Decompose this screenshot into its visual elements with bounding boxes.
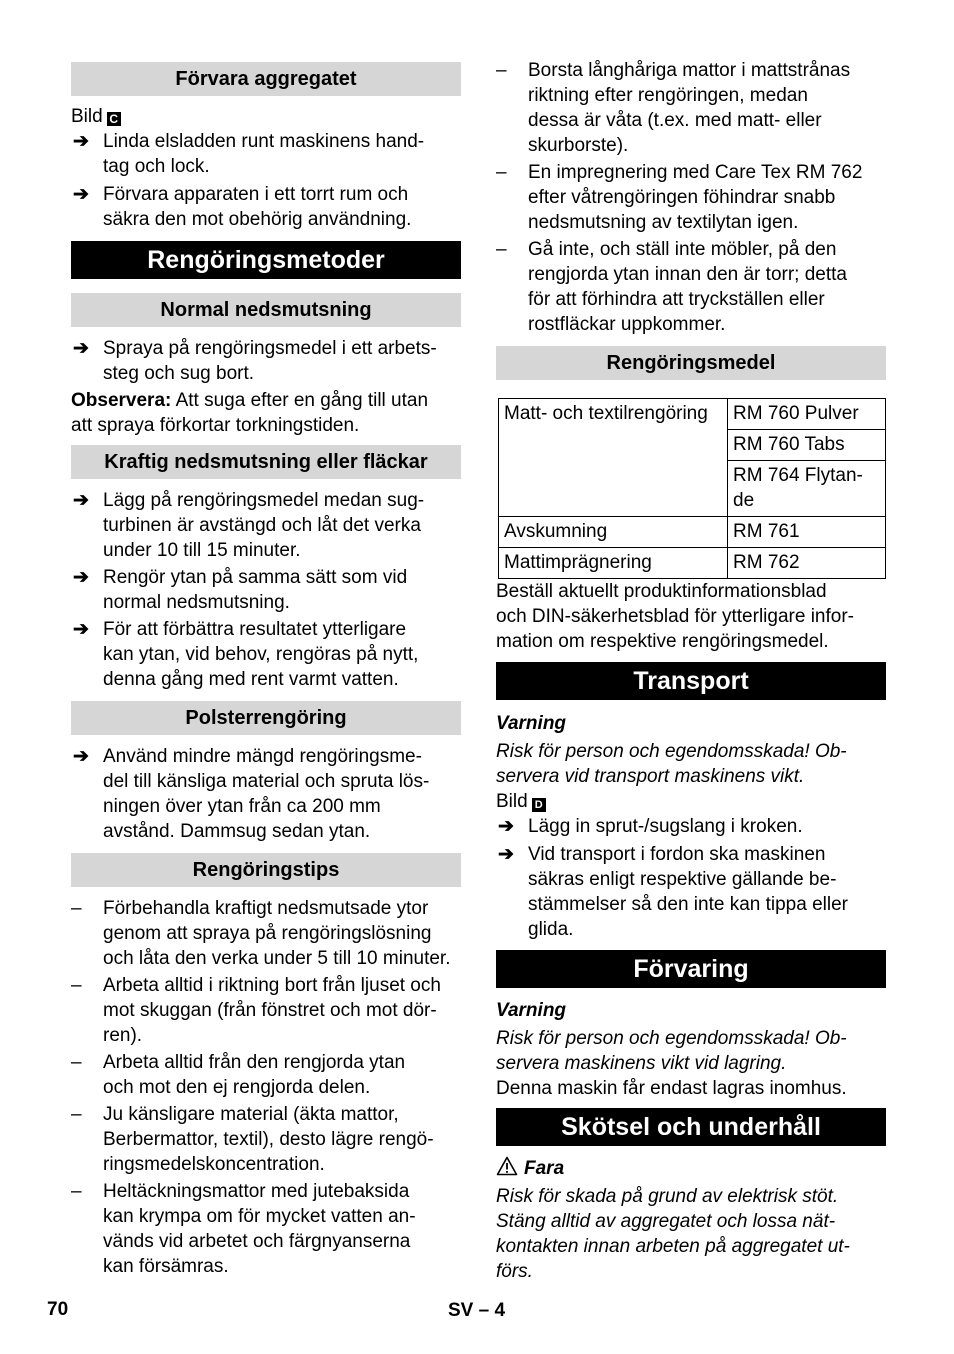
cleaning-agent-table [498,398,886,579]
table-row [499,548,886,579]
tip-item: – Heltäckningsmattor med jutebaksida kan krympa om för mycket vatten an- vänds vid arbetet och färgnyanserna kan försämras. [71,1181,416,1277]
warning-label: Varning [496,713,567,734]
dash-bullet: – [71,898,82,919]
instruction-item: ➔ Använd mindre mängd rengöringsme- del till känsliga material och spruta lös- ningen över ytan från ca 200 mm avstånd. Dammsug sedan ytan. [73,746,430,842]
chapter-heading-rengoringsmetoder: Rengöringsmetoder [71,241,461,279]
order-info-paragraph: Beställ aktuellt produktinformationsblad och DIN-säkerhetsblad för ytterligare infor- mation om respektive rengöringsmedel. [496,581,854,652]
section-heading-rengoringsmedel: Rengöringsmedel [496,346,886,380]
instruction-item: ➔ För att förbättra resultatet ytterligare kan ytan, vid behov, rengöras på nytt, denna gång med rent varmt vatten. [73,619,419,690]
table-cell: RM 760 Pulver [728,399,886,430]
tip-item: – Borsta långhåriga mattor i mattstrånas riktning efter rengöringen, medan dessa är våta (t.ex. med matt- eller skurborste). [496,60,851,156]
instruction-item: ➔ Linda elsladden runt maskinens hand- tag och lock. [73,131,425,177]
instruction-item: ➔ Lägg på rengöringsmedel medan sug- turbinen är avstängd och låt det verka under 10 till 15 minuter. [73,490,425,561]
danger-text: Risk för skada på grund av elektrisk stöt. Stäng alltid av aggregatet och lossa nät- kontakten innan arbeten på aggregatet ut- förs. [496,1186,850,1282]
arrow-right-icon: ➔ [498,816,514,837]
dash-bullet: – [496,239,507,260]
section-heading-normal-nedsmutsning: Normal nedsmutsning [71,293,461,327]
tip-item: – Arbeta alltid från den rengjorda ytan och mot den ej rengjorda delen. [71,1052,406,1098]
table-cell: RM 761 [728,517,886,548]
table-cell: Matt- och textilrengöring [499,399,728,517]
tip-item: – Förbehandla kraftigt nedsmutsade ytor genom att spraya på rengöringslösning och låta den verka under 5 till 10 minuter. [71,898,451,969]
storage-paragraph: Denna maskin får endast lagras inomhus. [496,1078,847,1099]
arrow-right-icon: ➔ [73,184,89,205]
danger-heading [496,1156,886,1181]
language-page-indicator: SV – 4 [448,1300,506,1321]
table-cell: Mattimprägnering [499,548,728,579]
right-column [496,58,886,1284]
table-cell: RM 760 Tabs [728,430,886,461]
left-column [71,62,461,1279]
tip-item: – En impregnering med Care Tex RM 762 efter våtrengöringen föhindrar snabb nedsmutsning av textilytan igen. [496,162,863,233]
dash-bullet: – [71,1104,82,1125]
section-heading-forvara-aggregatet: Förvara aggregatet [71,62,461,96]
tip-item: – Gå inte, och ställ inte möbler, på den rengjorda ytan innan den är torr; detta för att förhindra att tryckställen eller rostfläckar uppkommer. [496,239,847,335]
arrow-right-icon: ➔ [73,338,89,359]
section-heading-kraftig-nedsmutsning: Kraftig nedsmutsning eller fläckar [71,445,461,479]
figure-badge-c: C [107,112,121,126]
warning-text: Risk för person och egendomsskada! Ob- servera maskinens vikt vid lagring. [496,1028,847,1074]
instruction-item: ➔ Vid transport i fordon ska maskinen säkras enligt respektive gällande be- stämmelser så den inte kan tippa eller glida. [498,844,848,940]
table-cell: RM 762 [728,548,886,579]
bild-label: Bild [71,106,103,127]
section-heading-rengoringstips: Rengöringstips [71,853,461,887]
arrow-right-icon: ➔ [73,619,89,640]
warning-triangle-icon [496,1156,518,1176]
table-row [499,399,886,430]
arrow-right-icon: ➔ [73,567,89,588]
instruction-item: ➔ Lägg in sprut-/sugslang i kroken. [498,816,803,837]
dash-bullet: – [496,60,507,81]
warning-text: Risk för person och egendomsskada! Ob- servera vid transport maskinens vikt. [496,741,847,787]
arrow-right-icon: ➔ [73,746,89,767]
instruction-item: ➔ Rengör ytan på samma sätt som vid normal nedsmutsning. [73,567,408,613]
note-paragraph: Observera: Att suga efter en gång till utan att spraya förkortar torkningstiden. [71,390,429,436]
chapter-heading-skotsel: Skötsel och underhåll [496,1108,886,1146]
tip-item: – Ju känsligare material (äkta mattor, Berbermattor, textil), desto lägre rengö- ringsmedelskoncentration. [71,1104,434,1175]
arrow-right-icon: ➔ [498,844,514,865]
figure-reference-c [71,104,461,129]
arrow-right-icon: ➔ [73,131,89,152]
table-cell: RM 764 Flytan- de [728,461,886,517]
table-cell: Avskumning [499,517,728,548]
figure-reference-d [496,789,886,814]
page-number: 70 [47,1299,69,1320]
note-label: Observera: [71,390,172,411]
instruction-item: ➔ Förvara apparaten i ett torrt rum och säkra den mot obehörig användning. [73,184,412,230]
tip-item: – Arbeta alltid i riktning bort från ljuset och mot skuggan (från fönstret och mot dör- ren). [71,975,441,1046]
instruction-item: ➔ Spraya på rengöringsmedel i ett arbets- steg och sug bort. [73,338,437,384]
table-row [499,517,886,548]
arrow-right-icon: ➔ [73,490,89,511]
dash-bullet: – [496,162,507,183]
danger-label: Fara [524,1158,565,1179]
figure-badge-d: D [532,798,546,812]
chapter-heading-transport: Transport [496,662,886,700]
section-heading-polsterrengoring: Polsterrengöring [71,701,461,735]
dash-bullet: – [71,1052,82,1073]
dash-bullet: – [71,975,82,996]
bild-label: Bild [496,791,528,812]
chapter-heading-forvaring: Förvaring [496,950,886,988]
warning-label: Varning [496,1000,567,1021]
dash-bullet: – [71,1181,82,1202]
